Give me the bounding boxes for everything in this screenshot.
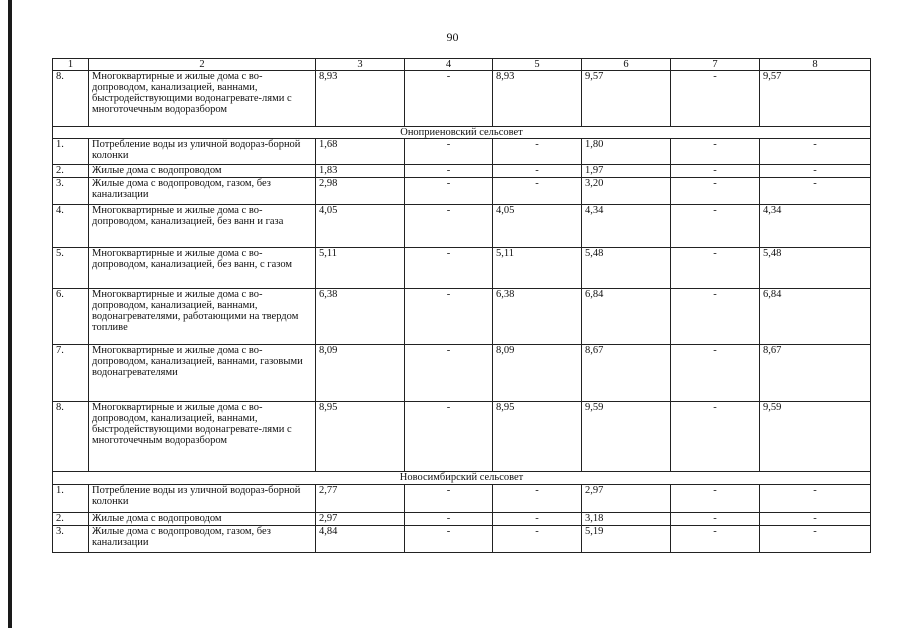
- table-body: [53, 71, 871, 553]
- header-cell-4: 4: [405, 59, 493, 71]
- value-col-5: 5,11: [493, 248, 582, 289]
- value-col-8: 5,48: [760, 248, 871, 289]
- table-row: [53, 139, 871, 165]
- value-col-4: -: [405, 526, 493, 553]
- header-cell-1: 1: [53, 59, 89, 71]
- row-description: Жилые дома с водопроводом, газом, без канализации: [89, 526, 316, 553]
- value-col-7: -: [671, 178, 760, 205]
- value-col-4: -: [405, 289, 493, 345]
- row-number: 1.: [53, 139, 89, 165]
- row-description: Многоквартирные и жилые дома с во-допроводом, канализацией, ваннами, быстродействующими водонагревате-лями с многоточечным водоразбором: [89, 402, 316, 472]
- value-col-3: 2,97: [316, 513, 405, 526]
- value-col-3: 4,84: [316, 526, 405, 553]
- section-header-row: [53, 472, 871, 485]
- section-header-row: [53, 127, 871, 139]
- table-row: [53, 165, 871, 178]
- row-number: 6.: [53, 289, 89, 345]
- value-col-6: 3,18: [582, 513, 671, 526]
- row-number: 2.: [53, 513, 89, 526]
- value-col-7: -: [671, 289, 760, 345]
- row-description: Жилые дома с водопроводом: [89, 513, 316, 526]
- value-col-4: -: [405, 402, 493, 472]
- value-col-6: 1,97: [582, 165, 671, 178]
- value-col-5: 6,38: [493, 289, 582, 345]
- table-row: [53, 178, 871, 205]
- header-cell-7: 7: [671, 59, 760, 71]
- value-col-8: 6,84: [760, 289, 871, 345]
- row-number: 2.: [53, 165, 89, 178]
- value-col-7: -: [671, 248, 760, 289]
- table-row: [53, 205, 871, 248]
- row-description: Жилые дома с водопроводом: [89, 165, 316, 178]
- row-description: Жилые дома с водопроводом, газом, без канализации: [89, 178, 316, 205]
- value-col-6: 6,84: [582, 289, 671, 345]
- row-description: Многоквартирные и жилые дома с во-допроводом, канализацией, ваннами, газовыми водонагревателями: [89, 345, 316, 402]
- value-col-6: 5,19: [582, 526, 671, 553]
- value-col-4: -: [405, 139, 493, 165]
- table-row: [53, 71, 871, 127]
- value-col-7: -: [671, 165, 760, 178]
- value-col-5: -: [493, 526, 582, 553]
- section-title: Новосимбирский сельсовет: [53, 472, 871, 485]
- header-cell-2: 2: [89, 59, 316, 71]
- value-col-5: 8,95: [493, 402, 582, 472]
- table-row: [53, 248, 871, 289]
- value-col-4: -: [405, 345, 493, 402]
- value-col-7: -: [671, 71, 760, 127]
- table-row: [53, 289, 871, 345]
- table-row: [53, 526, 871, 553]
- value-col-7: -: [671, 139, 760, 165]
- value-col-4: -: [405, 485, 493, 513]
- value-col-8: 9,59: [760, 402, 871, 472]
- row-description: Многоквартирные и жилые дома с во-допроводом, канализацией, без ванн, с газом: [89, 248, 316, 289]
- value-col-5: -: [493, 139, 582, 165]
- table-row: [53, 402, 871, 472]
- value-col-4: -: [405, 248, 493, 289]
- value-col-5: 8,09: [493, 345, 582, 402]
- row-number: 8.: [53, 402, 89, 472]
- value-col-8: 8,67: [760, 345, 871, 402]
- value-col-8: -: [760, 513, 871, 526]
- row-number: 5.: [53, 248, 89, 289]
- header-cell-6: 6: [582, 59, 671, 71]
- value-col-3: 4,05: [316, 205, 405, 248]
- row-description: Многоквартирные и жилые дома с во-допроводом, канализацией, без ванн и газа: [89, 205, 316, 248]
- row-description: Потребление воды из уличной водораз-борной колонки: [89, 139, 316, 165]
- value-col-7: -: [671, 205, 760, 248]
- value-col-8: -: [760, 165, 871, 178]
- value-col-3: 8,93: [316, 71, 405, 127]
- value-col-4: -: [405, 178, 493, 205]
- value-col-6: 2,97: [582, 485, 671, 513]
- value-col-4: -: [405, 205, 493, 248]
- value-col-8: -: [760, 485, 871, 513]
- row-description: Многоквартирные и жилые дома с во-допроводом, канализацией, ваннами, водонагревателями, работающими на твердом топливе: [89, 289, 316, 345]
- value-col-6: 4,34: [582, 205, 671, 248]
- value-col-8: -: [760, 139, 871, 165]
- row-number: 3.: [53, 178, 89, 205]
- table-row: [53, 485, 871, 513]
- tariff-table: [52, 58, 871, 553]
- value-col-3: 5,11: [316, 248, 405, 289]
- header-cell-8: 8: [760, 59, 871, 71]
- value-col-8: -: [760, 178, 871, 205]
- row-number: 8.: [53, 71, 89, 127]
- value-col-3: 8,95: [316, 402, 405, 472]
- table-row: [53, 345, 871, 402]
- value-col-8: 4,34: [760, 205, 871, 248]
- table-row: [53, 513, 871, 526]
- value-col-5: -: [493, 513, 582, 526]
- row-number: 1.: [53, 485, 89, 513]
- value-col-4: -: [405, 165, 493, 178]
- value-col-4: -: [405, 513, 493, 526]
- header-cell-5: 5: [493, 59, 582, 71]
- row-number: 7.: [53, 345, 89, 402]
- value-col-6: 5,48: [582, 248, 671, 289]
- value-col-7: -: [671, 345, 760, 402]
- value-col-3: 1,83: [316, 165, 405, 178]
- value-col-7: -: [671, 526, 760, 553]
- value-col-6: 9,59: [582, 402, 671, 472]
- value-col-8: -: [760, 526, 871, 553]
- value-col-3: 2,98: [316, 178, 405, 205]
- page-number: 90: [446, 30, 459, 44]
- left-margin-bar: [8, 0, 12, 628]
- row-number: 4.: [53, 205, 89, 248]
- value-col-5: -: [493, 165, 582, 178]
- value-col-4: -: [405, 71, 493, 127]
- value-col-3: 8,09: [316, 345, 405, 402]
- value-col-3: 1,68: [316, 139, 405, 165]
- row-number: 3.: [53, 526, 89, 553]
- section-title: Оноприеновский сельсовет: [53, 127, 871, 139]
- value-col-7: -: [671, 513, 760, 526]
- value-col-5: 4,05: [493, 205, 582, 248]
- value-col-7: -: [671, 485, 760, 513]
- header-row: [53, 59, 871, 71]
- value-col-8: 9,57: [760, 71, 871, 127]
- value-col-6: 8,67: [582, 345, 671, 402]
- value-col-5: -: [493, 178, 582, 205]
- row-description: Потребление воды из уличной водораз-борной колонки: [89, 485, 316, 513]
- value-col-5: 8,93: [493, 71, 582, 127]
- row-description: Многоквартирные и жилые дома с во-допроводом, канализацией, ваннами, быстродействующими водонагревате-лями с многоточечным водоразбором: [89, 71, 316, 127]
- value-col-7: -: [671, 402, 760, 472]
- value-col-6: 3,20: [582, 178, 671, 205]
- header-cell-3: 3: [316, 59, 405, 71]
- value-col-5: -: [493, 485, 582, 513]
- value-col-6: 1,80: [582, 139, 671, 165]
- value-col-3: 2,77: [316, 485, 405, 513]
- value-col-3: 6,38: [316, 289, 405, 345]
- value-col-6: 9,57: [582, 71, 671, 127]
